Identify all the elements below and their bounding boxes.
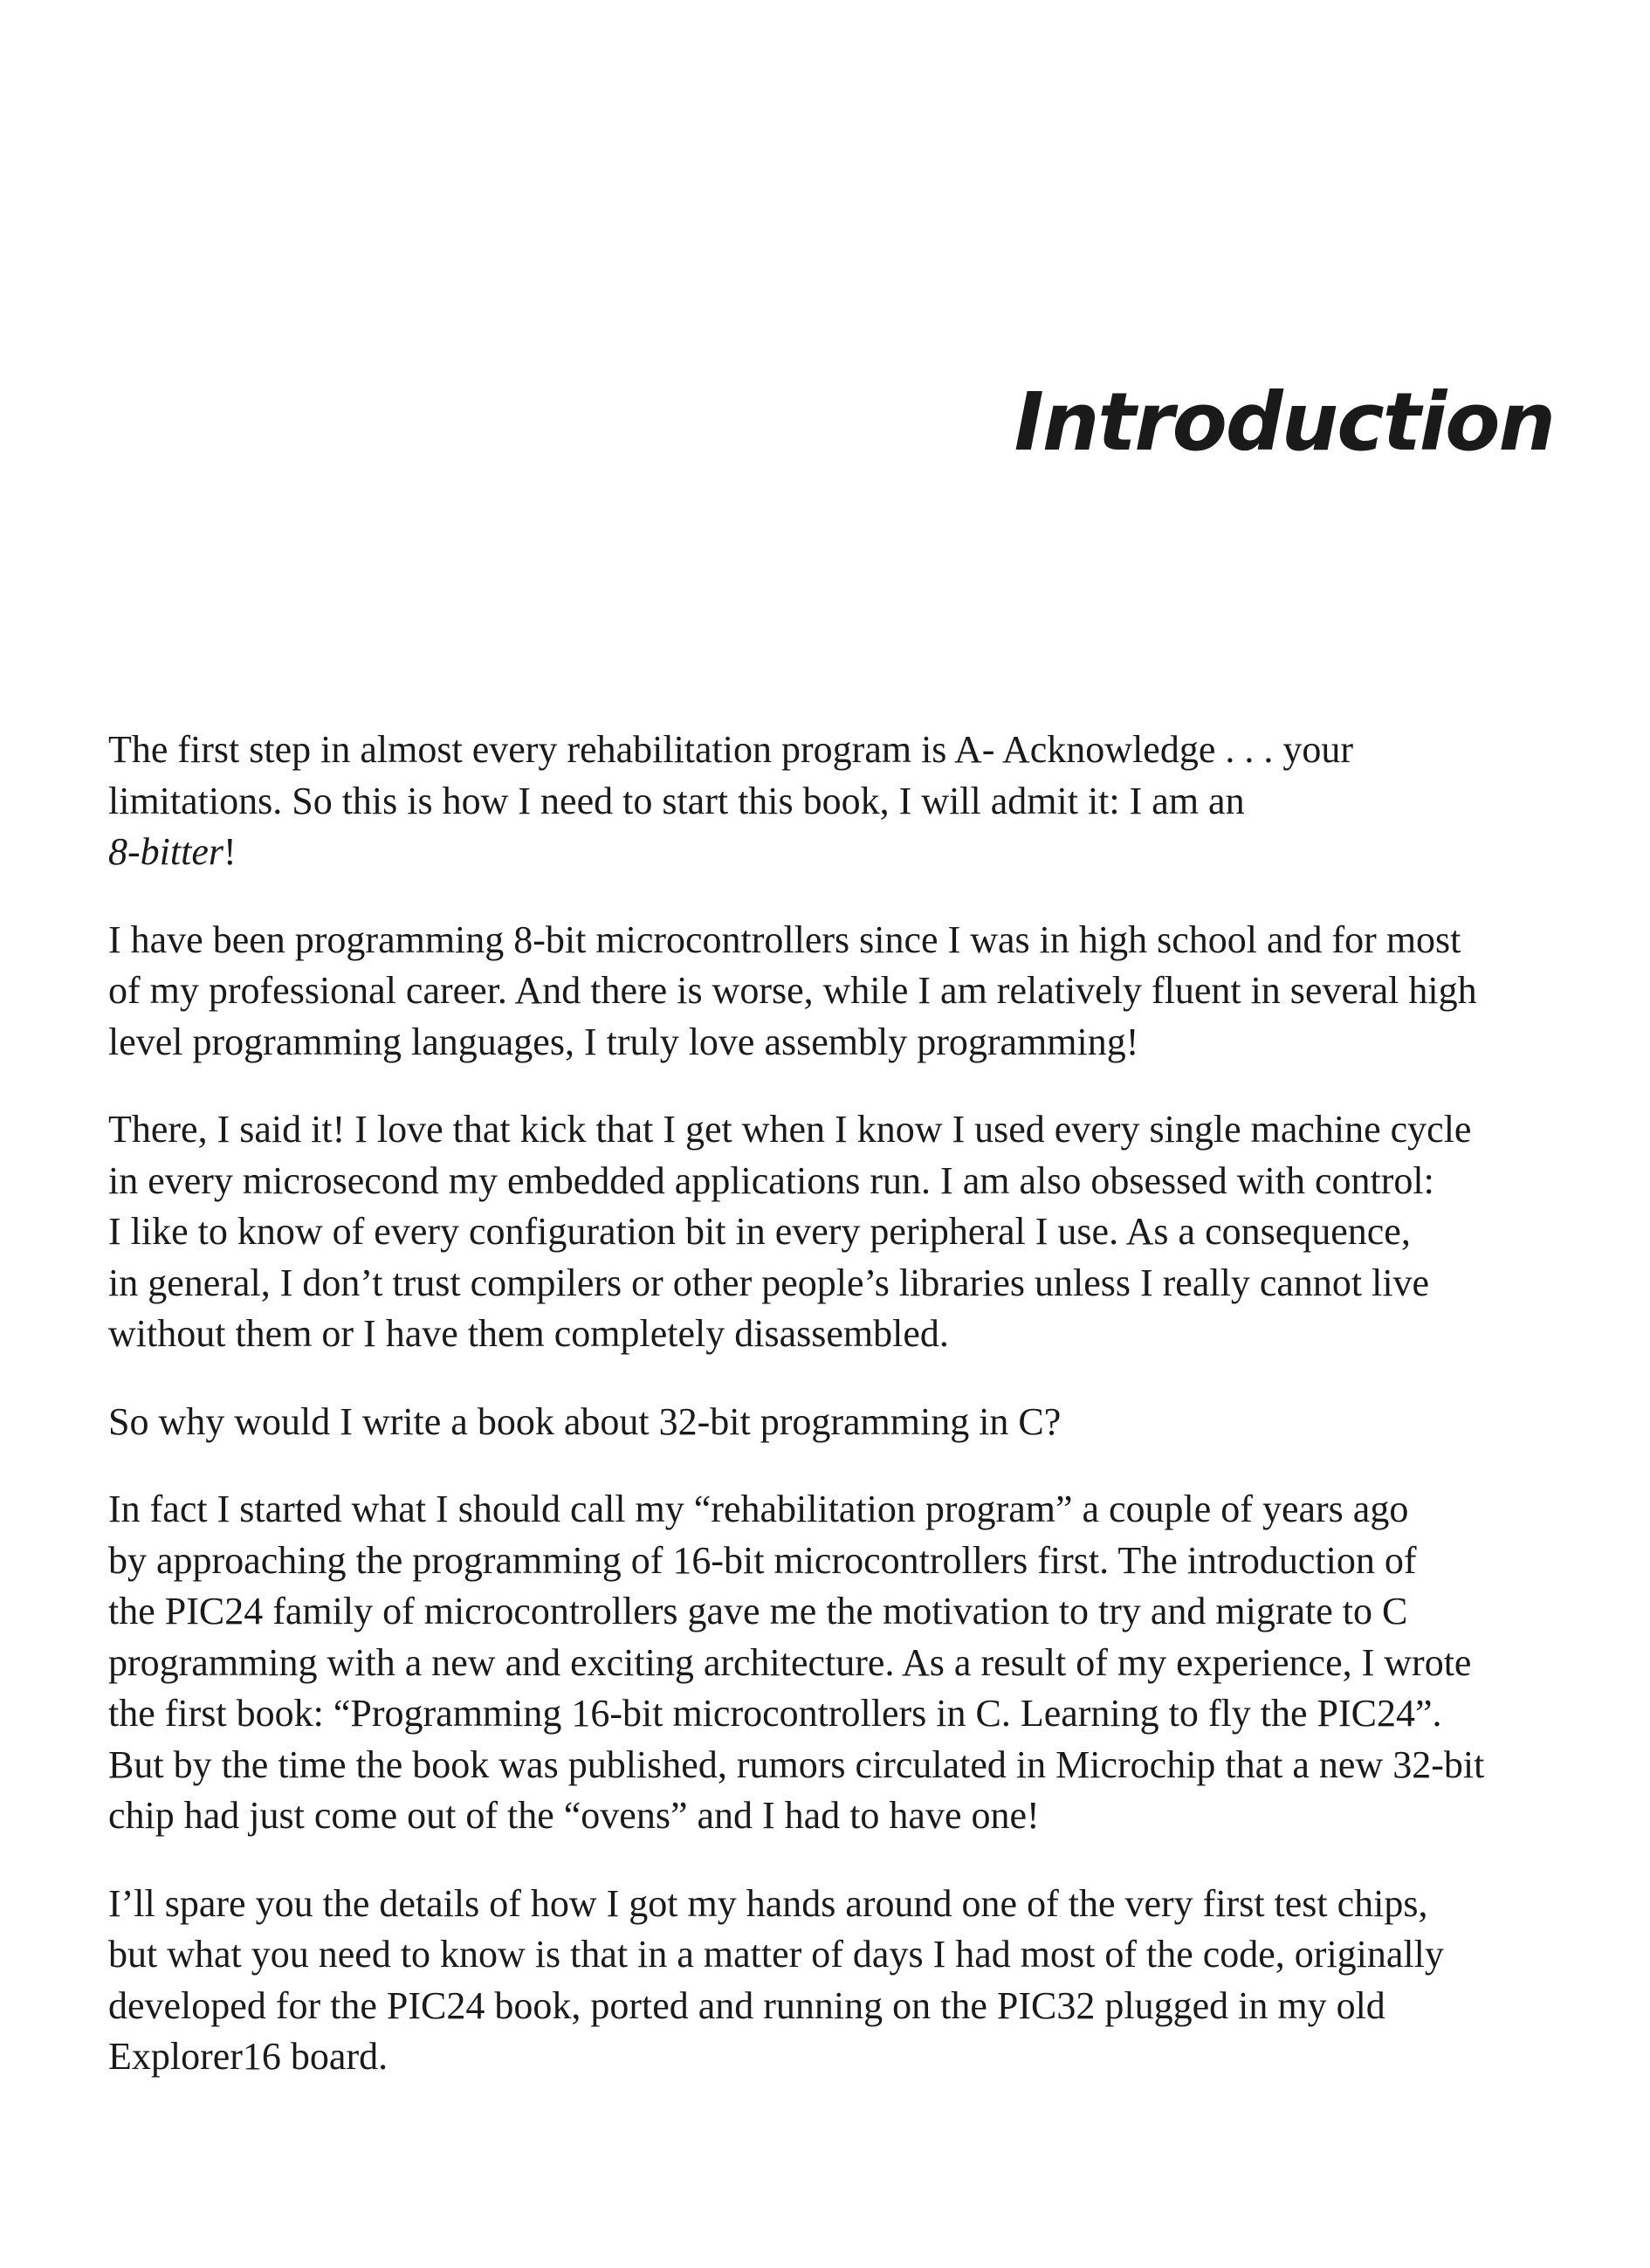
paragraph-6 (108, 1879, 1557, 2083)
paragraph-3 (108, 1104, 1557, 1360)
text-line: developed for the PIC24 book, ported and running on the PIC32 plugged in my old (108, 1983, 1385, 2027)
text-line: programming with a new and exciting architecture. As a result of my experience, I wrote (108, 1640, 1472, 1684)
text-line: of my professional career. And there is worse, while I am relatively fluent in several high (108, 969, 1477, 1012)
text-line: Explorer16 board. (108, 2035, 388, 2078)
text-line: There, I said it! I love that kick that I get when I know I used every single machine cycle (108, 1108, 1472, 1151)
text-line: I like to know of every configuration bit in every peripheral I use. As a consequence, (108, 1210, 1411, 1253)
text-line: In fact I started what I should call my “rehabilitation program” a couple of years ago (108, 1488, 1409, 1530)
text-line: level programming languages, I truly love assembly programming! (108, 1020, 1139, 1063)
text-line: in general, I don’t trust compilers or other people’s libraries unless I really cannot live (108, 1261, 1430, 1304)
text-line: But by the time the book was published, rumors circulated in Microchip that a new 32-bit (108, 1742, 1485, 1786)
paragraph-2 (108, 915, 1557, 1069)
paragraph-5 (108, 1484, 1557, 1842)
text-line-last (108, 827, 1557, 878)
body-text (108, 725, 1557, 2120)
exclamation: ! (223, 830, 237, 873)
chapter-title: Introduction (1014, 375, 1554, 469)
text-line: chip had just come out of the “ovens” and I had to have one! (108, 1794, 1040, 1837)
text-line: I have been programming 8-bit microcontrollers since I was in high school and for most (108, 918, 1461, 961)
text-line: I’ll spare you the details of how I got my hands around one of the very first test chips, (108, 1881, 1428, 1925)
text-line: limitations. So this is how I need to start this book, I will admit it: I am an (108, 779, 1245, 822)
text-line: the PIC24 family of microcontrollers gave me the motivation to try and migrate to C (108, 1590, 1408, 1632)
text-line: but what you need to know is that in a matter of days I had most of the code, originally (108, 1933, 1444, 1976)
text-line: in every microsecond my embedded applications run. I am also obsessed with control: (108, 1158, 1434, 1202)
text-line: by approaching the programming of 16-bit microcontrollers first. The introduction of (108, 1538, 1417, 1582)
text-line: The first step in almost every rehabilitation program is A- Acknowledge . . . your (108, 728, 1354, 771)
text-line: the first book: “Programming 16-bit microcontrollers in C. Learning to fly the PIC24”. (108, 1692, 1442, 1735)
emphasis-8-bitter: 8-bitter (108, 830, 223, 873)
paragraph-1 (108, 725, 1557, 878)
text-line: without them or I have them completely disassembled. (108, 1312, 949, 1355)
paragraph-4 (108, 1397, 1557, 1448)
text-line: So why would I write a book about 32-bit programming in C? (108, 1399, 1062, 1443)
